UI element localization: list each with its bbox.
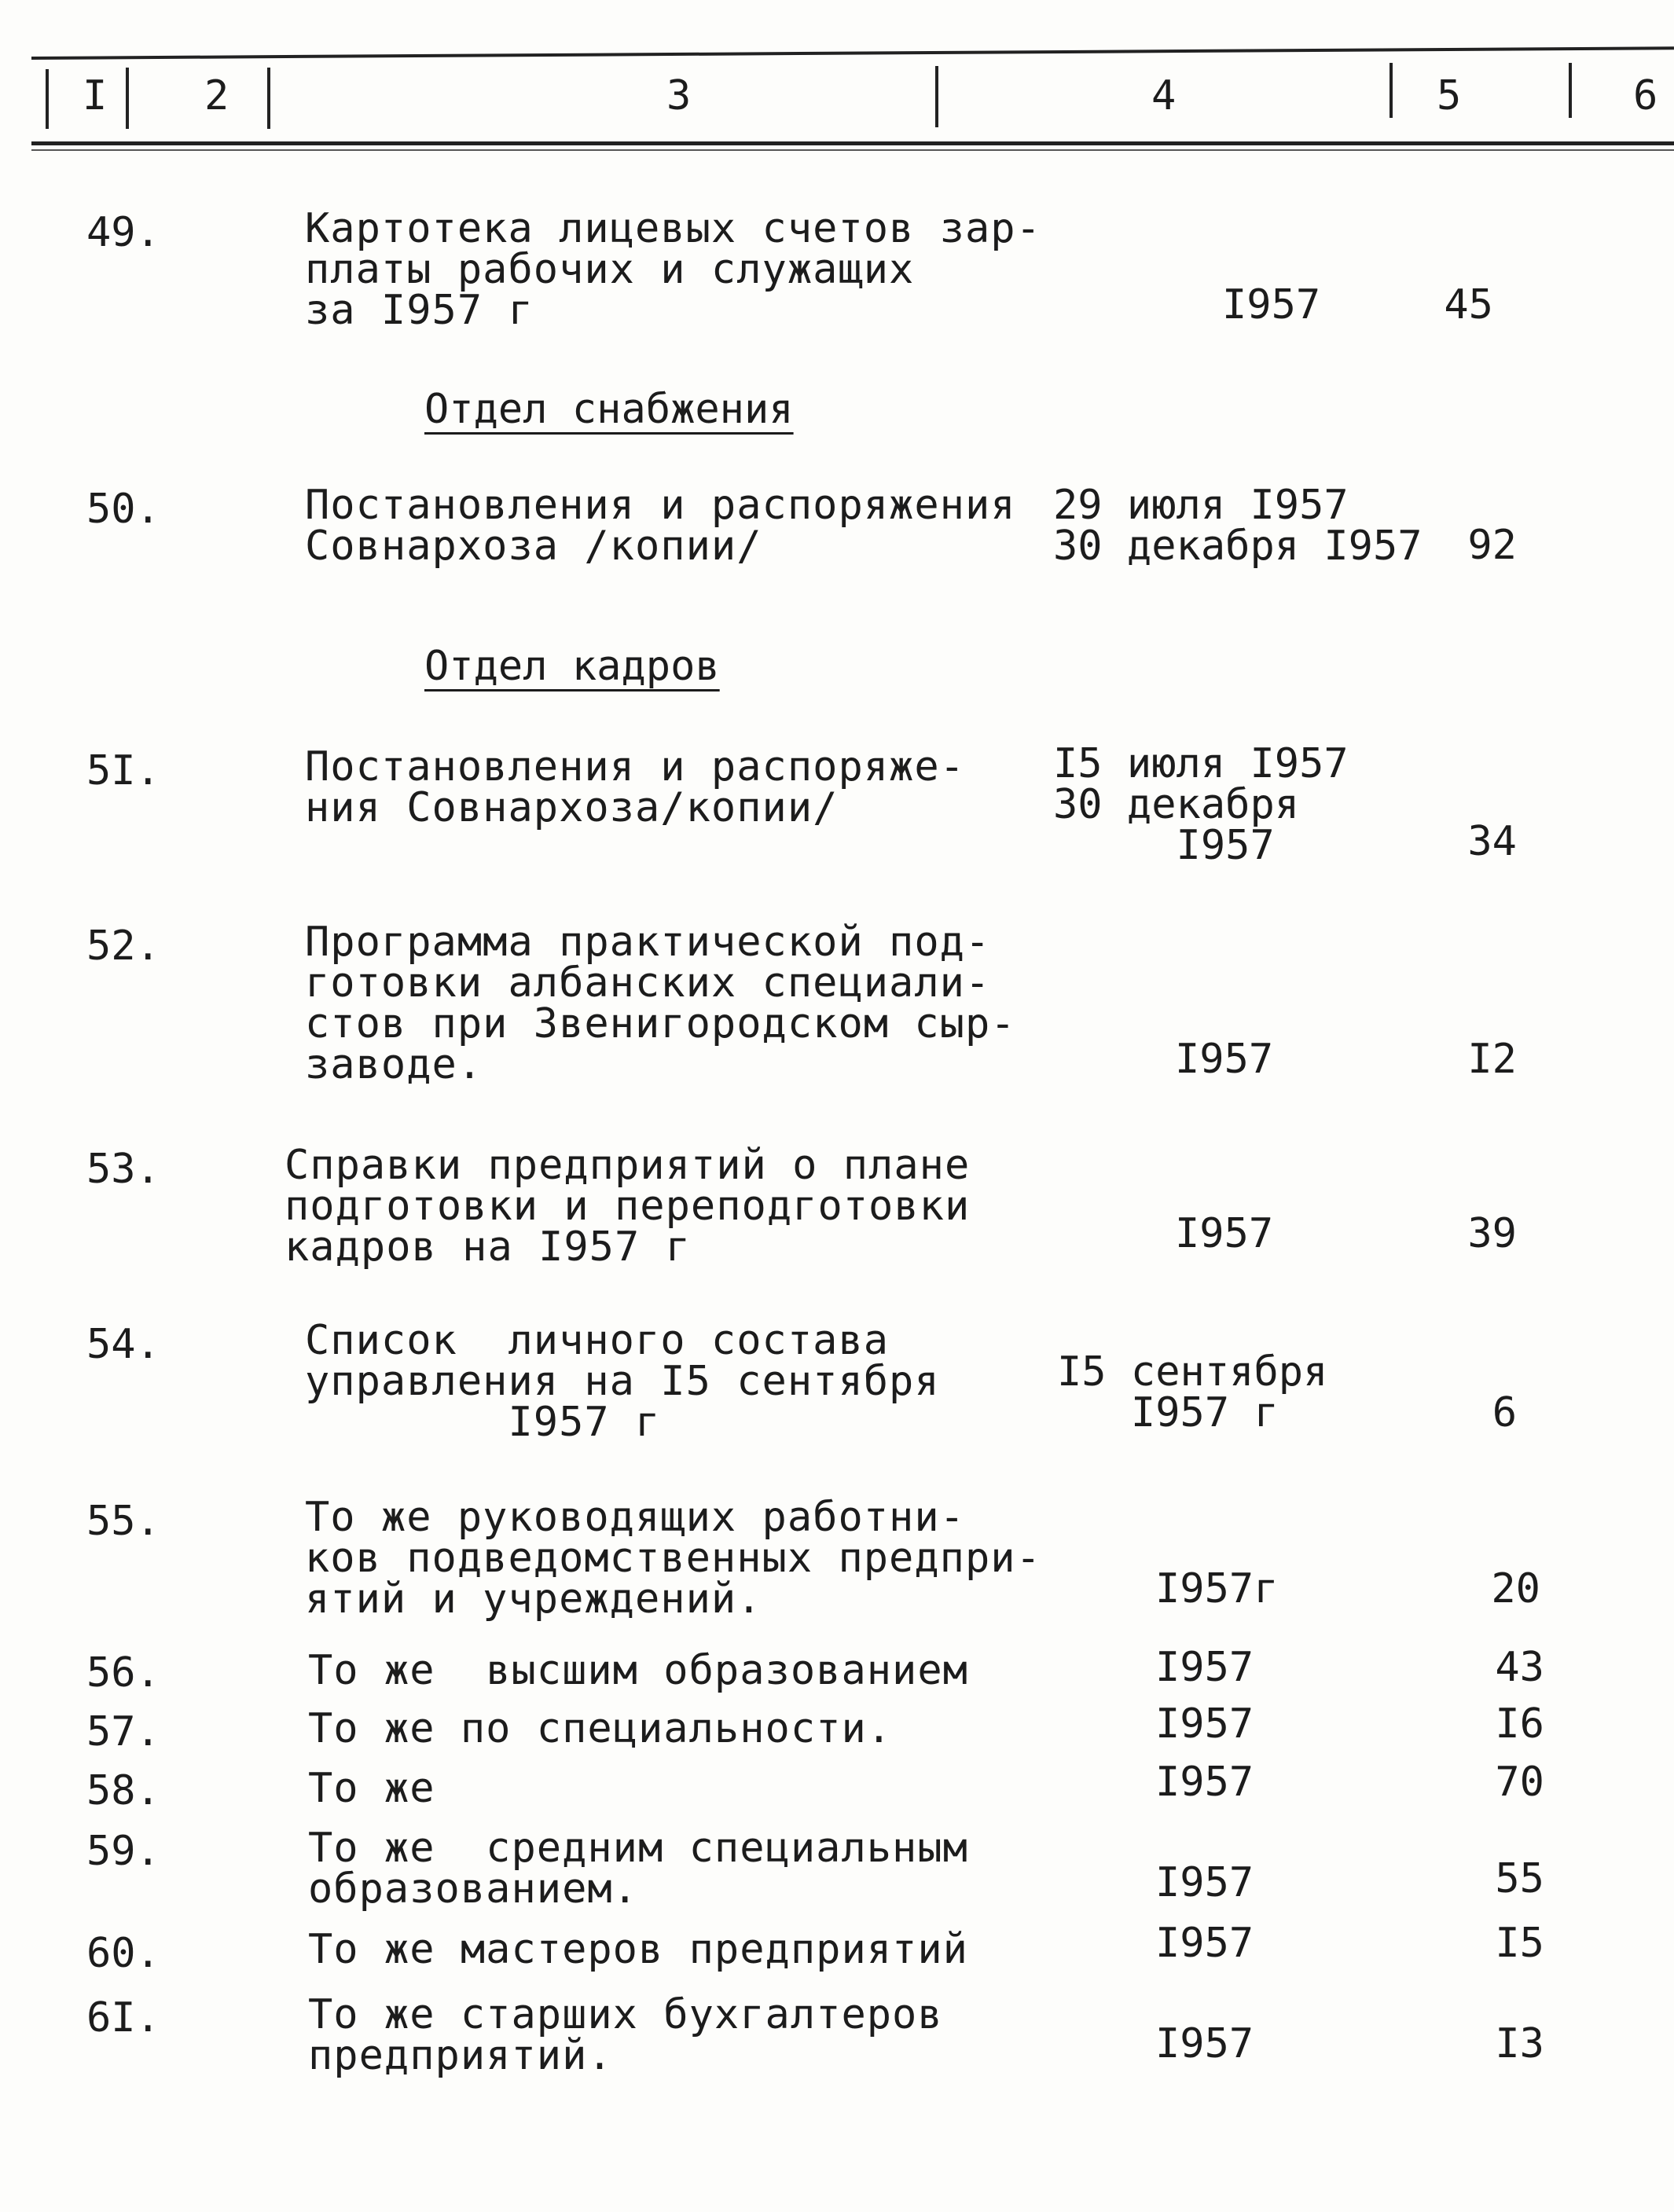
row-title: То же мастеров предприятий	[308, 1926, 968, 1973]
row-number: 52.	[86, 923, 160, 970]
row-number: 60.	[86, 1930, 160, 1977]
row-dates: I957г	[1155, 1565, 1279, 1612]
row-number: 59.	[86, 1828, 160, 1875]
row-dates: I957	[1155, 1859, 1254, 1906]
row-count: I2	[1467, 1036, 1517, 1083]
header-col-5: 5	[1437, 72, 1462, 119]
row-title: Постановления и распоряжения Совнархоза /копии/	[305, 482, 1016, 570]
row-number: 55.	[86, 1498, 160, 1545]
header-col-6: 6	[1633, 72, 1658, 119]
row-number: 56.	[86, 1649, 160, 1697]
row-count: 20	[1491, 1565, 1540, 1612]
column-divider	[1389, 63, 1393, 118]
row-title: То же высшим образованием	[308, 1647, 968, 1694]
section-heading-supply: Отдел снабжения	[424, 386, 794, 433]
row-dates: I957	[1175, 1036, 1274, 1083]
row-title: Справки предприятий о плане подготовки и переподготовки кадров на I957 г	[285, 1142, 971, 1271]
header-col-1: I	[83, 72, 108, 119]
header-col-3: 3	[666, 72, 692, 119]
row-count: 45	[1444, 281, 1493, 328]
row-title: То же средним специальным образованием.	[308, 1825, 968, 1913]
row-count: 39	[1467, 1210, 1517, 1257]
row-count: 6	[1492, 1389, 1517, 1436]
row-number: 50.	[86, 486, 160, 533]
row-count: 92	[1467, 522, 1517, 569]
row-dates: I957	[1155, 1700, 1254, 1748]
row-dates: I957	[1155, 1644, 1254, 1691]
column-divider	[46, 69, 49, 129]
row-title: Список личного состава управления на I5 сентября I957 г	[305, 1317, 940, 1446]
row-number: 54.	[86, 1321, 160, 1368]
row-dates: I957	[1155, 1759, 1254, 1806]
header-bottom-rule	[31, 141, 1674, 145]
row-number: 6I.	[86, 1994, 160, 2041]
row-dates: I5 сентября I957 г	[1057, 1348, 1328, 1436]
row-number: 57.	[86, 1708, 160, 1755]
row-dates: I957	[1222, 281, 1321, 328]
header-col-4: 4	[1151, 72, 1177, 119]
column-divider	[267, 68, 270, 129]
row-dates: I5 июля I957 30 декабря I957	[1053, 740, 1349, 869]
row-number: 49.	[86, 209, 160, 256]
header-col-2: 2	[204, 72, 229, 119]
row-title: Постановления и распоряже- ния Совнархоза/копии/	[305, 743, 965, 831]
row-dates: I957	[1155, 1920, 1254, 1967]
row-number: 58.	[86, 1767, 160, 1814]
row-title: Картотека лицевых счетов зар- платы рабочих и служащих за I957 г	[305, 205, 1041, 334]
section-heading-personnel: Отдел кадров	[424, 643, 720, 690]
header-bottom-rule-thin	[31, 149, 1674, 151]
row-dates: 29 июля I957 30 декабря I957	[1053, 482, 1423, 570]
row-title: То же	[308, 1765, 435, 1812]
row-count: 55	[1495, 1855, 1544, 1902]
row-number: 53.	[86, 1146, 160, 1193]
row-count: I3	[1495, 2020, 1544, 2067]
row-number: 5I.	[86, 747, 160, 794]
column-divider	[126, 68, 129, 129]
row-title: То же старших бухгалтеров предприятий.	[308, 1991, 943, 2079]
row-count: I5	[1495, 1920, 1544, 1967]
row-count: 34	[1467, 818, 1517, 865]
row-count: 70	[1495, 1759, 1544, 1806]
column-divider	[935, 66, 938, 127]
row-dates: I957	[1155, 2020, 1254, 2067]
row-title: То же по специальности.	[308, 1705, 893, 1752]
row-count: 43	[1495, 1644, 1544, 1691]
row-count: I6	[1495, 1700, 1544, 1748]
row-title: Программа практической под- готовки албанских специали- стов при Звенигородском сыр- заводе.	[305, 919, 1016, 1088]
header-top-rule	[31, 46, 1674, 60]
row-dates: I957	[1175, 1210, 1274, 1257]
row-title: То же руководящих работни- ков подведомственных предпри- ятий и учреждений.	[305, 1494, 1041, 1623]
column-divider	[1569, 63, 1572, 118]
